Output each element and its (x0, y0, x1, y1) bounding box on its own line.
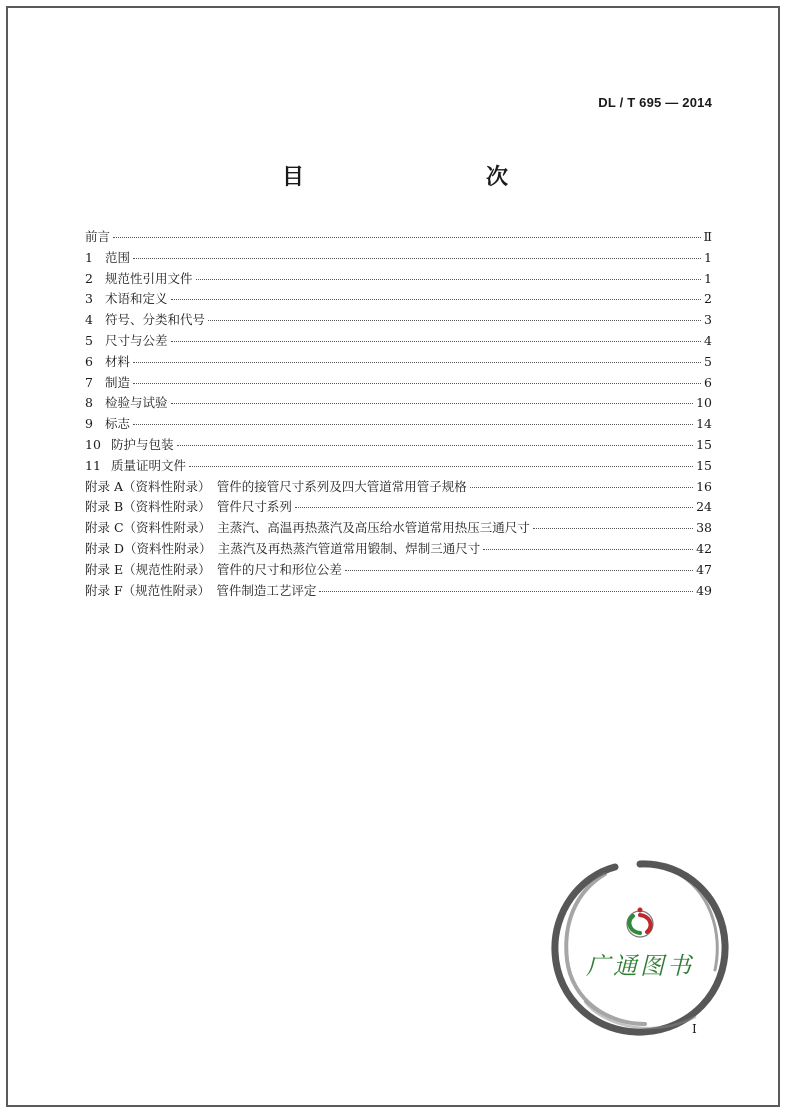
toc-entry-number: 7 (85, 374, 93, 390)
toc-entry-label: 规范性引用文件 (105, 270, 193, 286)
toc-entry-label: 检验与试验 (105, 395, 168, 411)
toc-entry[interactable] (85, 581, 712, 602)
toc-entry-page: 3 (704, 312, 712, 328)
toc-entry-number: 11 (85, 457, 101, 473)
toc-dot-leader (196, 279, 701, 280)
toc-entry[interactable] (85, 393, 712, 414)
toc-entry-page: 4 (704, 332, 712, 348)
toc-entry-page: 10 (696, 395, 712, 411)
toc-entry-label: 附录 B（资料性附录） 管件尺寸系列 (85, 499, 292, 515)
toc-entry-number: 4 (85, 312, 93, 328)
toc-entry-label: 尺寸与公差 (105, 332, 168, 348)
toc-entry-number: 6 (85, 353, 93, 369)
toc-entry-number: 10 (85, 436, 101, 452)
toc-dot-leader (133, 362, 701, 363)
toc-entry-label: 质量证明文件 (111, 457, 187, 473)
toc-entry-page: 49 (696, 582, 712, 598)
toc-entry-page: 1 (704, 270, 712, 286)
toc-entry[interactable] (85, 269, 712, 290)
toc-entry-number: 3 (85, 291, 93, 307)
toc-entry-page: 24 (696, 499, 712, 515)
toc-entry[interactable] (85, 373, 712, 394)
publisher-stamp-logo (545, 852, 735, 1042)
toc-entry[interactable] (85, 289, 712, 310)
toc-entry[interactable] (85, 477, 712, 498)
toc-entry-page: 2 (704, 291, 712, 307)
toc-entry[interactable] (85, 560, 712, 581)
toc-entry-label: 附录 A（资料性附录） 管件的接管尺寸系列及四大管道常用管子规格 (85, 478, 467, 494)
toc-entry-page: 6 (704, 374, 712, 390)
toc-entry[interactable] (85, 539, 712, 560)
toc-entry[interactable] (85, 331, 712, 352)
toc-entry-label: 前言 (85, 229, 111, 244)
toc-entry-label: 术语和定义 (105, 291, 168, 307)
toc-title: 目 次 (281, 165, 554, 190)
toc-entry-page: 16 (696, 478, 712, 494)
toc-dot-leader (189, 466, 693, 467)
toc-entry-label: 附录 C（资料性附录） 主蒸汽、高温再热蒸汽及高压给水管道常用热压三通尺寸 (85, 520, 530, 536)
toc-dot-leader (295, 507, 693, 508)
toc-entry[interactable] (85, 414, 712, 435)
toc-entry[interactable] (85, 248, 712, 269)
toc-entry[interactable] (85, 310, 712, 331)
toc-dot-leader (470, 487, 693, 488)
toc-dot-leader (483, 549, 693, 550)
standard-code: DL / T 695 — 2014 (598, 95, 712, 110)
toc-entry-page: 42 (696, 540, 712, 556)
toc-entry-page: 15 (696, 436, 712, 452)
table-of-contents (85, 227, 712, 601)
toc-entry-label: 范围 (105, 249, 131, 265)
toc-dot-leader (171, 299, 701, 300)
toc-entry-label: 附录 E（规范性附录） 管件的尺寸和形位公差 (85, 561, 342, 577)
toc-dot-leader (133, 258, 701, 259)
toc-dot-leader (177, 445, 694, 446)
toc-entry-label: 附录 F（规范性附录） 管件制造工艺评定 (85, 582, 317, 598)
toc-entry-page: 14 (696, 416, 712, 432)
page-number: I (692, 1022, 697, 1036)
toc-dot-leader (345, 570, 693, 571)
toc-dot-leader (319, 591, 693, 592)
toc-entry-page: 5 (704, 353, 712, 369)
toc-entry-page: Ⅱ (703, 229, 712, 244)
toc-entry-label: 材料 (105, 353, 131, 369)
toc-entry-number: 9 (85, 416, 93, 432)
toc-entry-page: 38 (696, 520, 712, 536)
toc-entry-number: 8 (85, 395, 93, 411)
toc-dot-leader (113, 237, 700, 238)
stamp-text: 广通图书 (586, 952, 694, 980)
toc-entry-label: 防护与包装 (111, 436, 174, 452)
toc-entry[interactable] (85, 497, 712, 518)
toc-entry[interactable] (85, 435, 712, 456)
toc-dot-leader (133, 424, 693, 425)
toc-dot-leader (533, 528, 693, 529)
toc-entry-page: 47 (696, 561, 712, 577)
toc-entry-label: 附录 D（资料性附录） 主蒸汽及再热蒸汽管道常用锻制、焊制三通尺寸 (85, 540, 481, 556)
toc-entry[interactable] (85, 227, 712, 248)
toc-entry-page: 15 (696, 457, 712, 473)
toc-entry[interactable] (85, 518, 712, 539)
toc-entry-label: 符号、分类和代号 (105, 312, 206, 328)
toc-entry[interactable] (85, 352, 712, 373)
toc-entry-number: 1 (85, 249, 93, 265)
toc-dot-leader (171, 403, 694, 404)
toc-entry-label: 标志 (105, 416, 131, 432)
toc-entry[interactable] (85, 456, 712, 477)
toc-dot-leader (133, 383, 701, 384)
toc-entry-number: 2 (85, 270, 93, 286)
toc-entry-number: 5 (85, 332, 93, 348)
toc-dot-leader (171, 341, 701, 342)
toc-entry-page: 1 (704, 249, 712, 265)
toc-entry-label: 制造 (105, 374, 131, 390)
logo-emblem (627, 908, 653, 938)
toc-dot-leader (208, 320, 701, 321)
